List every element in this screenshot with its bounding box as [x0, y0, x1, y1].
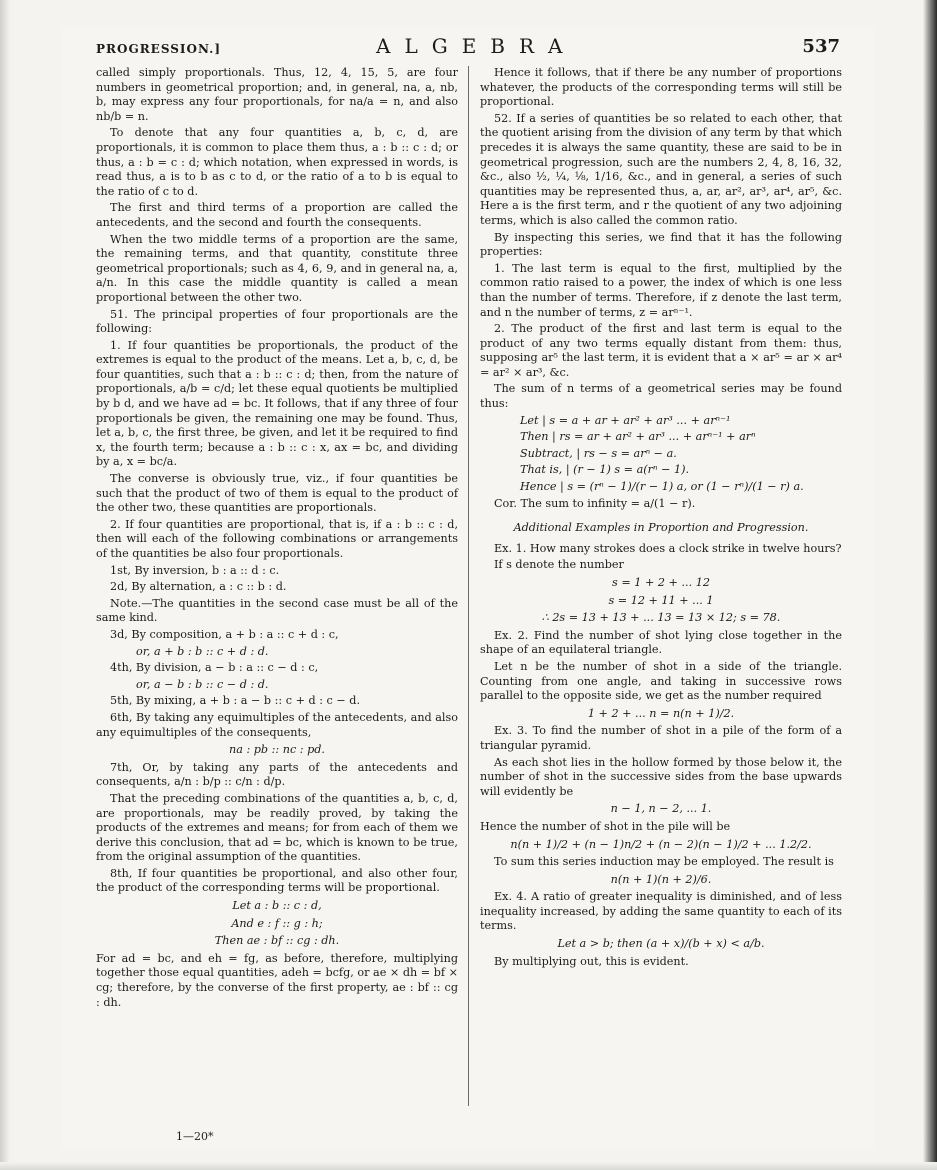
header-section-label: PROGRESSION.] — [96, 42, 222, 56]
paragraph: The first and third terms of a proportion are called the antecedents, and the second and fourth the consequents. — [96, 201, 458, 229]
paragraph: Hence the number of shot in the pile will be — [480, 819, 731, 833]
list-item: 6th, By taking any equimultiples of the antecedents, and also any equimultiples of the consequents, — [96, 710, 458, 739]
list-item: 4th, By division, a − b : a :: c − d : c, — [110, 661, 319, 675]
paragraph: Let n be the number of shot in a side of the triangle. Counting from one angle, and taking in successive rows parallel to the opposite side, we get as the number required — [480, 659, 842, 703]
list-item: 1st, By inversion, b : a :: d : c. — [110, 563, 280, 577]
right-column — [480, 66, 842, 971]
paragraph: 2. If four quantities are proportional, that is, if a : b :: c : d, then will each of the following combinations or arrangements of the quantities be also four proportionals. — [96, 517, 458, 560]
paragraph: That the preceding combinations of the quantities a, b, c, d, are proportionals, may be readily proved, by taking the products of the extremes and means; for from each of them we derive this conclusion, that ad = bc, which is known to be true, from the original assumption of the quantities. — [96, 791, 458, 864]
paragraph: The sum of n terms of a geometrical series may be found thus: — [480, 382, 842, 411]
running-header — [96, 34, 840, 62]
paragraph: called simply proportionals. Thus, 12, 4, 15, 5, are four numbers in geometrical proportion; and, in general, na, a, nb, b, may express any four proportionals, for na/a = n, and also nb/b = n. — [96, 66, 458, 123]
formula-line: s = 12 + 11 + ... 1 — [608, 593, 714, 607]
formula-line: Hence | s = (rⁿ − 1)/(r − 1) a, or (1 − rⁿ)/(1 − r) a. — [520, 480, 804, 494]
example: Ex. 4. A ratio of greater inequality is diminished, and of less inequality increased, by adding the same quantity to each of its terms. — [480, 890, 842, 933]
formula-line: or, a − b : b :: c − d : d. — [136, 677, 269, 691]
header-title: ALGEBRA — [376, 34, 577, 58]
list-item: 2. The product of the first and last term is equal to the product of any two terms equally distant from them: thus, supposing ar⁵ the last term, it is evident that a × ar⁵ = ar × ar⁴ = ar² × ar³, &c. — [480, 322, 842, 379]
page-number: 537 — [802, 36, 840, 57]
formula-line: Let | s = a + ar + ar² + ar³ ... + arⁿ⁻¹ — [520, 413, 731, 427]
list-item: 3d, By composition, a + b : a :: c + d : c, — [110, 627, 339, 641]
formula-line: n(n + 1)(n + 2)/6. — [610, 872, 712, 886]
page-edge-bottom — [0, 1162, 937, 1170]
paragraph-52: 52. If a series of quantities be so related to each other, that the quotient arising from the division of any term by that which precedes it is always the same quantity, these are said to be in geometrical progression, such are the numbers 2, 4, 8, 16, 32, &c., also ½, ¼, ⅛, 1/16, &c., and in general, a series of such quantities may be represented thus, a, ar, ar², ar³, ar⁴, ar⁵, &c. Here a is the first term, and r the quotient of any two adjoining terms, which is also called the common ratio. — [480, 111, 842, 227]
list-item: 8th, If four quantities be proportional, and also other four, the product of the corresponding terms will be proportional. — [96, 866, 458, 895]
list-item: 7th, Or, by taking any parts of the antecedents and consequents, a/n : b/p :: c/n : d/p. — [96, 760, 458, 789]
example: Ex. 1. How many strokes does a clock strike in twelve hours? — [494, 541, 842, 555]
page-edge-right — [923, 0, 937, 1170]
paragraph-51: 51. The principal properties of four proportionals are the following: — [96, 307, 458, 336]
list-item: 5th, By mixing, a + b : a − b :: c + d : c − d. — [110, 694, 361, 708]
paragraph: By inspecting this series, we find that it has the following properties: — [480, 230, 842, 259]
paragraph: As each shot lies in the hollow formed by those below it, the number of shot in the successive sides from the base upwards will evidently be — [480, 755, 842, 798]
formula-line: n(n + 1)/2 + (n − 1)n/2 + (n − 2)(n − 1)/2 + ... 1.2/2. — [510, 837, 812, 851]
list-item: 2d, By alternation, a : c :: b : d. — [110, 580, 287, 594]
formula-line: Subtract, | rs − s = arⁿ − a. — [520, 446, 677, 460]
formula-line: And e : f :: g : h; — [231, 916, 323, 930]
paragraph: By multiplying out, this is evident. — [494, 954, 689, 968]
paragraph: 1. If four quantities be proportionals, the product of the extremes is equal to the product of the means. Let a, b, c, d, be four quantities, such that a : b :: c : d; then, from the nature of proportionals, a/b = c/d; let these equal quotients be multiplied by b d, and we have ad = bc. It follows, that if any three of four proportionals be given, the remaining one may be found. Thus, let a, b, c, the first three, be given, and let it be required to find x, the fourth term; because a : b :: c : x, ax = bc, and dividing by a, x = bc/a. — [96, 338, 458, 469]
formula-line: Then ae : bf :: cg : dh. — [214, 934, 340, 948]
paragraph: If s denote the number — [494, 558, 624, 572]
formula-line: or, a + b : b :: c + d : d. — [136, 644, 269, 658]
example: Ex. 3. To find the number of shot in a pile of the form of a triangular pyramid. — [480, 724, 842, 752]
list-item: 1. The last term is equal to the first, multiplied by the common ratio raised to a power, the index of which is one less than the number of terms. Therefore, if z denote the last term, and n the number of terms, z = arⁿ⁻¹. — [480, 261, 842, 319]
formula-line: That is, | (r − 1) s = a(rⁿ − 1). — [520, 463, 690, 477]
paragraph: To denote that any four quantities a, b, c, d, are proportionals, it is common to place them thus, a : b :: c : d; or thus, a : b = c : d; which notation, when expressed in words, is read thus, a is to b as c to d, or the ratio of a to b is equal to the ratio of c to d. — [96, 126, 458, 198]
example: Ex. 2. Find the number of shot lying close together in the shape of an equilateral triangle. — [480, 628, 842, 657]
formula-line: n − 1, n − 2, ... 1. — [610, 802, 712, 816]
formula-line: s = 1 + 2 + ... 12 — [612, 576, 710, 589]
corollary: Cor. The sum to infinity = a/(1 − r). — [494, 496, 696, 510]
formula-line: na : pb :: nc : pd. — [229, 743, 325, 757]
formula-line: Let a > b; then (a + x)/(b + x) < a/b. — [557, 937, 765, 951]
paragraph: To sum this series induction may be employed. The result is — [494, 855, 834, 869]
formula-line: Let a : b :: c : d, — [232, 899, 322, 913]
formula-line: Then | rs = ar + ar² + ar³ ... + arⁿ⁻¹ + arⁿ — [520, 430, 756, 444]
note: Note.—The quantities in the second case must be all of the same kind. — [96, 596, 458, 625]
left-column — [96, 66, 458, 1012]
column-divider — [468, 66, 469, 1106]
signature-folio: 1—20* — [176, 1130, 214, 1143]
paragraph: Hence it follows, that if there be any number of proportions whatever, the products of the corresponding terms will still be proportional. — [480, 66, 842, 109]
paragraph: For ad = bc, and eh = fg, as before, therefore, multiplying together those equal quantities, adeh = bcfg, or ae × dh = bf × cg; therefore, by the converse of the first property, ae : bf :: cg : dh. — [96, 951, 458, 1009]
paragraph: When the two middle terms of a proportion are the same, the remaining terms, and that quantity, constitute three geometrical proportionals; such as 4, 6, 9, and in general na, a, a/n. In this case the middle quantity is called a mean proportional between the other two. — [96, 232, 458, 304]
formula-line: 1 + 2 + ... n = n(n + 1)/2. — [587, 706, 735, 720]
page-edge-left — [0, 0, 10, 1170]
paragraph: The converse is obviously true, viz., if four quantities be such that the product of two of them is equal to the product of the other two, these quantities are proportionals. — [96, 472, 458, 515]
formula-line: ∴ 2s = 13 + 13 + ... 13 = 13 × 12; s = 78. — [541, 611, 781, 625]
section-title: Additional Examples in Proportion and Progression. — [513, 521, 809, 535]
